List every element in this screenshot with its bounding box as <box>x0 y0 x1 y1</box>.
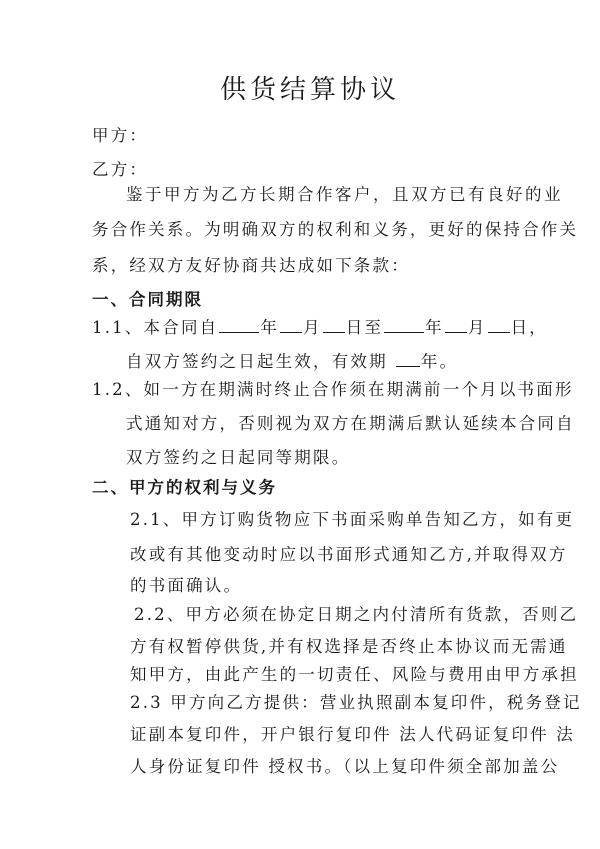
section-2-heading: 二、甲方的权利与义务 <box>92 478 277 497</box>
clause-number: 1.1、 <box>92 318 144 337</box>
clause-1-2-line-1 <box>92 380 574 400</box>
clause-1-1-line-1 <box>92 318 548 338</box>
clause-text: 如一方在期满时终止合作须在期满前一个月以书面形 <box>143 380 574 399</box>
blank-end-month <box>445 318 467 333</box>
clause-2-3-line-2: 证副本复印件，开户银行复印件 法人代码证复印件 法 <box>130 725 575 744</box>
clause-2-1-line-2: 改或有其他变动时应以书面形式通知乙方,并取得双方 <box>130 545 568 564</box>
day-label: 日， <box>510 318 548 337</box>
clause-1-1-line-2 <box>126 352 458 372</box>
year-label: 年 <box>425 318 444 337</box>
month-label: 月 <box>303 318 322 337</box>
blank-validity-years <box>396 352 420 367</box>
clause-2-2-line-1: 2.2、甲方必须在协定日期之内付清所有货款，否则乙 <box>134 605 579 624</box>
clause-1-2-line-3: 双方签约之日起同等期限。 <box>126 448 351 467</box>
preamble-line-3: 系，经双方友好协商共达成如下条款： <box>92 256 410 275</box>
clause-2-1-line-1: 2.1、甲方订购货物应下书面采购单告知乙方，如有更 <box>130 510 575 529</box>
clause-number: 1.2、 <box>92 380 144 399</box>
blank-end-day <box>488 318 510 333</box>
section-1-heading: 一、合同期限 <box>92 290 203 309</box>
preamble-line-1: 鉴于甲方为乙方长期合作客户，且双方已有良好的业 <box>126 185 563 204</box>
clause-2-2-line-3: 知甲方，由此产生的一切责任、风险与费用由甲方承担 <box>130 665 579 684</box>
party-b-label: 乙方： <box>92 160 149 179</box>
clause-1-2-line-2: 式通知对方，否则视为双方在期满后默认延续本合同自 <box>126 414 575 433</box>
year-label: 年。 <box>420 352 459 371</box>
day-to-label: 日至 <box>345 318 384 337</box>
blank-start-day <box>323 318 345 333</box>
year-label: 年 <box>260 318 280 337</box>
blank-start-month <box>280 318 302 333</box>
month-label: 月 <box>467 318 487 337</box>
clause-2-1-line-3: 的书面确认。 <box>130 576 243 595</box>
clause-2-3-line-1: 2.3 甲方向乙方提供：营业执照副本复印件，税务登记 <box>130 693 582 712</box>
clause-2-2-line-2: 方有权暂停供货,并有权选择是否终止本协议而无需通 <box>130 637 568 656</box>
blank-start-year <box>219 318 259 333</box>
blank-end-year <box>384 318 424 333</box>
document-title: 供货结算协议 <box>220 75 401 105</box>
party-a-label: 甲方： <box>92 126 149 145</box>
clause-text: 自双方签约之日起生效，有效期 <box>126 352 388 371</box>
clause-text: 本合同自 <box>143 318 219 337</box>
clause-2-3-line-3: 人身份证复印件 授权书。（以上复印件须全部加盖公 <box>130 757 560 776</box>
preamble-line-2: 务合作关系。为明确双方的权利和义务，更好的保持合作关 <box>92 220 579 239</box>
